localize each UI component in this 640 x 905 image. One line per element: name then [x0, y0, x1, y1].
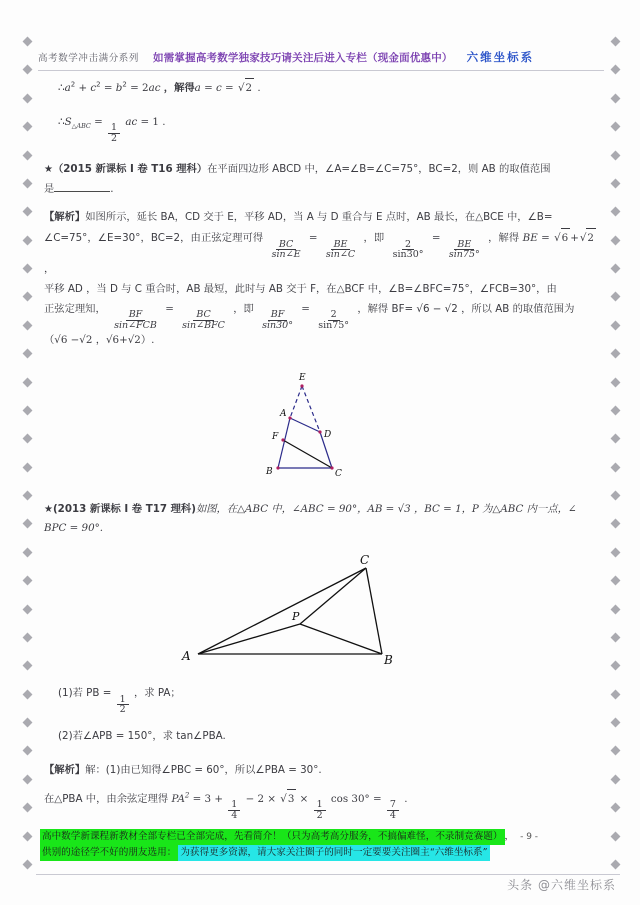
problem-source-2015: （2015 新课标 I 卷 T16 理科） — [52, 163, 208, 176]
diamond-icon — [610, 774, 620, 784]
solution-2015-line2-mid: ，即 — [363, 231, 385, 244]
svg-text:A: A — [280, 408, 287, 419]
diamond-icon — [610, 405, 620, 415]
svg-text:C: C — [360, 553, 370, 567]
svg-text:D: D — [324, 429, 332, 440]
watermark — [507, 876, 616, 893]
solution-2015-line2-post: ，解得 — [488, 231, 520, 244]
header-brand-name: 六维坐标系 — [466, 50, 535, 64]
diamond-icon — [610, 803, 620, 813]
solution-2015-line5: （√6 −√2 ，√6+√2）. — [44, 334, 155, 347]
document-body — [44, 78, 596, 830]
diamond-icon — [22, 377, 32, 387]
header-promo-text: 如需掌握高考数学独家技巧请关注后进入专栏（现金面优惠中） — [153, 51, 453, 64]
problem-2015-statement — [44, 160, 596, 199]
footer-line-2 — [40, 845, 614, 861]
problem-2013-statement — [44, 500, 596, 539]
solution-2015-line2-pre: ∠C=75°，∠E=30°，BC=2，由正弦定理可得 — [44, 231, 264, 244]
diamond-icon — [610, 434, 620, 444]
footer-promo-green-2: 供别的途径学不好的朋友选用： — [40, 845, 178, 861]
star-marker: ★ — [44, 503, 53, 515]
diamond-icon — [610, 462, 620, 472]
diamond-icon — [610, 576, 620, 586]
subquestion-2: (2)若∠APB = 150°，求 tan∠PBA. — [58, 730, 226, 743]
problem-source-2013: (2013 新课标 I 卷 T17 理科) — [52, 502, 196, 515]
diamond-icon — [22, 150, 32, 160]
footer-banner — [40, 829, 614, 861]
answer-blank[interactable] — [54, 182, 110, 192]
diamond-icon — [22, 320, 32, 330]
diamond-icon — [610, 689, 620, 699]
subquestion-1-post: ，求 PA； — [133, 686, 181, 699]
diamond-icon — [22, 178, 32, 188]
diamond-icon — [22, 803, 32, 813]
svg-text:A: A — [182, 648, 191, 663]
fraction-one-half: $\frac{1}{2}$ — [108, 123, 120, 144]
solution-2013-line2-pre: 在△PBA 中，由余弦定理得 — [44, 792, 169, 805]
fraction-seven-quarters: $\frac{7}{4}$ — [387, 800, 399, 821]
diamond-icon — [22, 349, 32, 359]
diamond-icon — [610, 547, 620, 557]
diamond-icon — [610, 178, 620, 188]
diamond-icon — [22, 207, 32, 217]
diamond-icon — [22, 93, 32, 103]
diamond-icon — [610, 604, 620, 614]
problem-text-2013: 如图，在△ABC 中，∠ABC = 90°，AB = √3 ，BC = 1，P 为△ABC 内一点，∠ — [195, 502, 577, 515]
diamond-icon — [610, 122, 620, 132]
problem-text-2013-b: BPC = 90°. — [44, 522, 104, 535]
sqrt-icon: √2 — [237, 78, 254, 99]
diamond-icon — [22, 774, 32, 784]
footer-promo-green: 高中数学新课程新教材全部专栏已全部完成，先看简介！（只为高考高分服务，不搞偏难怪，不录制竞赛题） — [40, 829, 505, 845]
diamond-icon — [22, 604, 32, 614]
diamond-icon — [22, 292, 32, 302]
figure-quadrilateral-wrap — [44, 360, 596, 488]
diamond-icon — [22, 632, 32, 642]
fraction-bc-sinE: $\frac{BC}{\sin\angle E}$ — [271, 238, 301, 261]
diamond-icon — [22, 661, 32, 671]
fraction-be-sin75: $\frac{BE}{\sin 75^\circ}$ — [448, 238, 480, 261]
diamond-icon — [22, 235, 32, 245]
svg-text:P: P — [292, 609, 300, 623]
footer-promo-cyan: 为获得更多资源，请大家关注圈子的同时一定要要关注圈主“六维坐标系” — [178, 845, 489, 861]
diamond-icon — [610, 37, 620, 47]
carryover-equation-2: $\therefore S_{\triangle ABC}$ = $\frac{1}{2}$ ac = 1 . — [58, 115, 166, 145]
solution-2015: 【解析】如图所示，延长 BA，CD 交于 E，平移 AD，当 A 与 D 重合与 E 点时，AB 最长，在△BCE 中，∠B= ∠C=75°，∠E=30°，BC=2，由正弦定理可得 $\frac{BC}{\sin\angle E}$ = $\frac{BE}{\sin\angle C}$ ，即 $\frac{2}{\sin 30^\circ}$ = $\frac{BE}{\sin 75^\circ}$ ，解得 BE = √6 +√2 ， 平移 AD ，当 D 与 C 重合时，AB 最短，此时与 AB 交于 F，在△BCF 中，∠B=∠BFC=75°，∠FCB=30°，由 正弦定理知， $\frac{BF}{\text{sin∠FCB}}$ = $\frac{BC}{\text{sin∠BFC}}$ ，即 $\frac{BF}{\sin 30^\circ}$ = $\frac{2}{\sin 75^\circ}$ ，解得 BF= √6 − √2 ，所以 AB 的取值范围为 （√6 −√2 ，√6+√2）. — [44, 211, 594, 347]
diamond-icon — [610, 661, 620, 671]
diamond-icon — [22, 547, 32, 557]
solution-2013 — [44, 761, 596, 821]
header-series-title: 高考数学冲击满分系列 — [38, 53, 140, 64]
solution-2013-eq: = 3 + — [192, 792, 223, 805]
svg-text:E: E — [299, 372, 306, 383]
svg-text:B: B — [266, 466, 273, 477]
fraction-one-quarter: $\frac{1}{4}$ — [228, 800, 240, 821]
solution-2015-line4-mid: ，即 — [233, 302, 254, 315]
diamond-icon — [22, 405, 32, 415]
problem-blank-suffix: . — [110, 182, 114, 195]
footer-divider — [36, 874, 620, 875]
diamond-icon — [610, 519, 620, 529]
problem-text-2015-b: 是 — [44, 182, 55, 195]
diamond-icon — [22, 746, 32, 756]
solution-2015-line3: 平移 AD ，当 D 与 C 重合时，AB 最短，此时与 AB 交于 F，在△BCF 中，∠B=∠BFC=75°，∠FCB=30°，由 — [44, 283, 557, 295]
diamond-icon — [22, 689, 32, 699]
footer-line-1 — [40, 829, 614, 845]
diamond-icon — [22, 859, 32, 869]
fraction-pb-value: $\frac{1}{2}$ — [117, 695, 129, 716]
diamond-icon — [610, 632, 620, 642]
diamond-icon — [22, 462, 32, 472]
svg-text:C: C — [335, 468, 342, 479]
solution-2013-mid: − 2 × √3 × — [246, 793, 309, 805]
diamond-icon — [22, 491, 32, 501]
diamond-icon — [610, 349, 620, 359]
solution-2015-line1: 如图所示，延长 BA，CD 交于 E，平移 AD，当 A 与 D 重合与 E 点时，AB 最长，在△BCE 中，∠B= — [85, 211, 553, 224]
subquestion-1-pre: (1)若 PB = — [58, 686, 112, 699]
diamond-icon — [22, 831, 32, 841]
watermark-text: 头条 @六维坐标系 — [507, 878, 616, 892]
diamond-icon — [22, 576, 32, 586]
svg-text:F: F — [272, 431, 279, 442]
diamond-icon — [22, 434, 32, 444]
svg-text:B: B — [384, 652, 393, 667]
left-diamond-rail — [20, 38, 34, 868]
solution-2013-end: . — [404, 792, 408, 805]
solution-2015-line4-pre: 正弦定理知， — [44, 302, 106, 315]
sqrt-icon: √6 — [553, 228, 570, 249]
diamond-icon — [610, 746, 620, 756]
fraction-2-sin75: $\frac{2}{\sin 75^\circ}$ — [318, 309, 350, 332]
figure-quadrilateral-abcd — [260, 366, 380, 484]
fraction-one-half: $\frac{1}{2}$ — [314, 800, 326, 821]
diamond-icon — [610, 93, 620, 103]
right-diamond-rail — [608, 38, 622, 868]
carryover-equation-1: $\therefore a^2 + c^2 = b^2 = 2ac$ ，解得a = c = √2 . — [58, 78, 596, 99]
diamond-icon — [610, 235, 620, 245]
diamond-icon — [22, 37, 32, 47]
diamond-icon — [22, 122, 32, 132]
diamond-icon — [610, 207, 620, 217]
figure-triangle-wrap — [44, 548, 596, 674]
diamond-icon — [610, 718, 620, 728]
diamond-icon — [610, 264, 620, 274]
diamond-icon — [22, 519, 32, 529]
sqrt-icon: √2 — [579, 228, 596, 249]
diamond-icon — [610, 150, 620, 160]
diamond-icon — [22, 65, 32, 75]
page-number: - 9 - — [520, 831, 539, 842]
diamond-icon — [22, 264, 32, 274]
solution-label: 【解析】 — [44, 211, 86, 224]
diamond-icon — [610, 491, 620, 501]
footer-line1-tail: ， — [504, 831, 515, 843]
fraction-bf-sinFCB: $\frac{BF}{\text{sin∠FCB}}$ — [114, 309, 157, 332]
diamond-icon — [610, 320, 620, 330]
subquestion-1 — [58, 684, 596, 716]
figure-triangle-abc-with-p — [170, 554, 470, 670]
solution-2013-line1: 解：(1)由已知得∠PBC = 60°，所以∠PBA = 30°. — [85, 764, 322, 776]
solution-2015-line2-end: ， — [44, 263, 55, 276]
diamond-icon — [610, 377, 620, 387]
fraction-bf-sin30: $\frac{BF}{\sin 30^\circ}$ — [262, 309, 293, 332]
fraction-bc-sinBFC: $\frac{BC}{\text{sin∠BFC}}$ — [182, 309, 225, 332]
solution-2015-line4-post: ，解得 BF= √6 − √2 ，所以 AB 的取值范围为 — [357, 302, 575, 315]
solution-2013-cos: cos 30° = — [330, 792, 382, 805]
page-header — [38, 46, 604, 68]
diamond-icon — [22, 718, 32, 728]
diamond-icon — [610, 65, 620, 75]
star-marker: ★ — [44, 164, 53, 176]
fraction-be-sinC: $\frac{BE}{\sin\angle C}$ — [325, 238, 356, 261]
problem-text-2015: 在平面四边形 ABCD 中，∠A=∠B=∠C=75°，BC=2，则 AB 的取值范围 — [207, 163, 551, 176]
fraction-2-sin30: $\frac{2}{\sin 30^\circ}$ — [392, 238, 424, 261]
diamond-icon — [610, 292, 620, 302]
solution-label: 【解析】 — [44, 764, 86, 776]
pa-squared-term: $PA^2$ — [171, 791, 190, 805]
header-divider — [38, 70, 604, 71]
